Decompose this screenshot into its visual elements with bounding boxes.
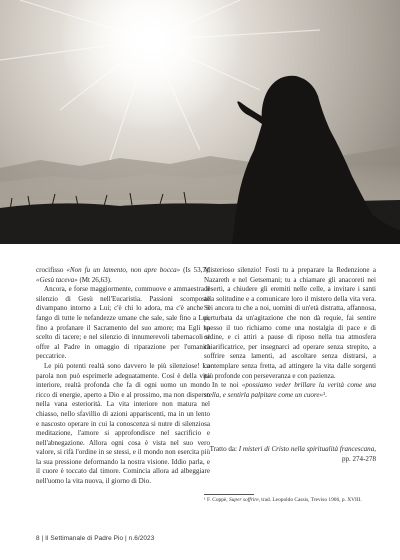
article-column-left [36, 266, 210, 487]
footnote-divider [204, 494, 254, 495]
paragraph: Misterioso silenzio! Fosti tu a preparare la Redenzione a Nazareth e nel Getsemani; tu a chiamare gli anacoreti nei deserti, a chiudere gli eremiti nelle celle, a invitare i santi alla solitudine e a comunicare loro il mistero della vita vera. Sei ancora tu che a noi, uomini di un'età distratta, affannosa, perturbata da un'agitazione che non dà requie, fai sentire spesso il tuo richiamo come una nostalgia di pace e di ordine, e ci attiri a pause di riposo nella tua atmosfera chiarificatrice, per insegnarci ad operare senza strepito, a soffrire senza lamenti, ad ascoltare senza distrarsi, a contemplare senza fretta, ad attingere la vita dalle sorgenti più profonde con perseveranza e con pazienza. [204, 266, 376, 380]
source-pages: , pp. 274-278 [341, 445, 376, 463]
praying-figure-silhouette-image [0, 0, 400, 244]
source-prefix: Tratto da: [209, 445, 239, 453]
page-footer: 8 | Il Settimanale di Padre Pio | n.6/2023 [36, 535, 155, 542]
source-citation [204, 445, 376, 464]
paragraph: In te noi «possiamo veder brillare la verità come una stella, e sentirla palpitare come un cuore»¹. [204, 381, 377, 399]
paragraph: Le più potenti realtà sono davvero le più silenziose! La parola non può esprimerle adeguatamente. Così è della vita interiore, realtà profonda che fa di ogni uomo un mondo ricco di energie, aperto a Dio e al prossimo, ma non disperso nella vana esteriorità. La vita interiore non matura nel chiasso, nello sfavillio di azioni appariscenti, ma in un lento e nascosto operare in cui la conoscenza si nutre di silenziosa meditazione, l'amore si approfondisce nel sacrificio e nell'abnegazione. Allora ogni cosa è vista nel suo vero valore, si rifà l'ordine in se stessi, e il mondo non esercita più la sua pressione deformando la nostra visione. Iddio parla, e il cuore è toccato dal timore. Comincia allora ad albeggiare nell'uomo la vita nuova, il giorno di Dio. [36, 361, 210, 486]
quote: «Gesù taceva» [36, 275, 78, 284]
quote: «Non fu un lamento, non apre bocca» [66, 266, 181, 274]
paragraph: Ancora, e forse maggiormente, commuove e ammaestra il silenzio di Gesù nell'Eucaristia. Passioni scomposte divampano intorno a Lui; c'è chi lo adora, ma c'è anche il fango di tutte le nefandezze umane che sale, sale fino a Lui, fino a profanare il Sacramento del suo amore; ma Egli ha scelto di tacere; e nel silenzio di innumerevoli tabernacoli si offre al Padre in omaggio di riparazione per l'umanità peccatrice. [36, 285, 210, 361]
paragraph: crocifisso «Non fu un lamento, non apre bocca» (Is 53,7), «Gesù taceva» (Mt 26,63). [36, 266, 210, 284]
quote: «possiamo veder brillare la verità come una stella, e sentirla palpitare come un cuore» [204, 381, 377, 399]
source-title: I misteri di Cristo nella spiritualità francescana [238, 445, 375, 453]
article-column-right [204, 266, 376, 400]
hero-photo [0, 0, 400, 244]
footnote: ¹ F. Coppè, Super soffrire, trad. Leopoldo Cassis, Treviso 1906, p. XVIII. [204, 497, 362, 503]
